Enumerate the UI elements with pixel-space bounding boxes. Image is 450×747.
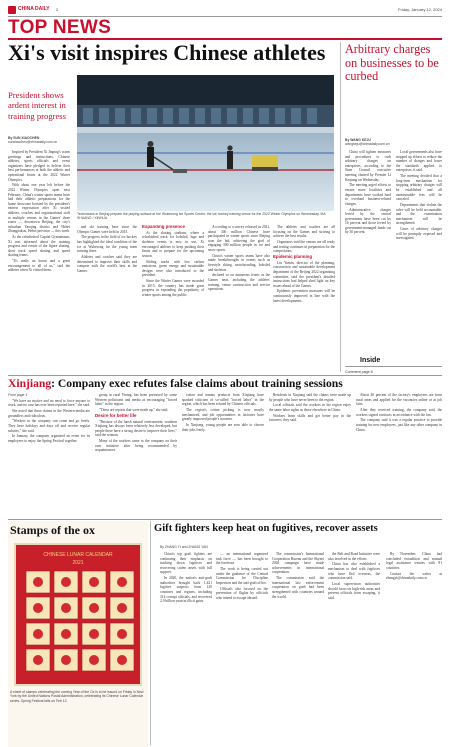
lead-column-4 bbox=[208, 225, 270, 370]
paragraph: The meeting decided that a long-term mechanism for stopping arbitrary charges will be established and all unreasonable fees will be canceled. bbox=[396, 174, 442, 202]
paragraph: The athletes and coaches are all focusing on the Games and striving to achieve the best results. bbox=[273, 225, 335, 239]
lead-column-5 bbox=[273, 225, 335, 370]
paragraph: Local officials said the workers in the region enjoy the same labor rights as those elsewhere in China. bbox=[269, 403, 351, 412]
ox-stamps-illustration bbox=[16, 545, 140, 684]
paragraph: About 40 percent of the factory's employees are from rural areas and applied for the vacancies online or at job fairs. bbox=[356, 393, 442, 407]
graft-headline: Gift fighters keep heat on fugitives, recover assets bbox=[154, 523, 378, 534]
paragraph: China will tighten measures and procedures to curb arbitrary charges on enterprises, according to the State Council executive meeting chaired by Premier Li Keqiang on Wednesday. bbox=[345, 150, 391, 182]
paragraph: Athletes and coaches said they are determined to improve their skills and compete with the world's best at the Games. bbox=[77, 254, 137, 273]
graft-column-1 bbox=[160, 552, 212, 744]
lead-column-3 bbox=[142, 225, 204, 370]
sidebar-column-2 bbox=[396, 150, 442, 350]
paragraph: and ski training base since the Olympic Games were held in 2015. bbox=[77, 225, 137, 234]
issue-date: Friday, January 12, 2024 bbox=[398, 7, 442, 12]
paragraph: Since the Winter Games were awarded in 2015, the country has made great progress in expanding the popularity of winter sports among the public. bbox=[142, 279, 204, 297]
paragraph: "Workers in the company can come and go freely. They have holidays and days off and receive regular salaries," she said. bbox=[8, 419, 90, 433]
paragraph: China's top graft fighters are continuing their emphasis on tracking down fugitives and recovering stolen assets with full support. bbox=[160, 552, 212, 575]
paragraph: Workers learn skills and get better pay in the factories, they said. bbox=[269, 413, 351, 423]
paragraph: Officials also focused on the prevention of flights by officials who intend to escape abroad. bbox=[216, 586, 268, 600]
paragraph: At the skating stadium, where a refurbished track for bobsled, luge and skeleton events is now in use, Xi encouraged athletes to keep pushing their limits and to prepare for the upcoming season. bbox=[142, 230, 204, 258]
xinjiang-top-rule bbox=[8, 375, 442, 376]
paragraph: Local governments also have stepped up efforts to reduce the number of charges and lower the standards applied to enterprises, it said. bbox=[396, 150, 442, 173]
xinjiang-column-3 bbox=[182, 393, 264, 518]
xinjiang-column-1 bbox=[8, 393, 90, 518]
xinjiang-tag: Xinjiang bbox=[8, 377, 52, 390]
paper-name: CHINA DAILY bbox=[18, 6, 50, 12]
xinjiang-column-2 bbox=[95, 393, 177, 518]
paragraph: Residents in Xinjiang said the claims were made up by people who have never been to the region. bbox=[269, 393, 351, 402]
paragraph: By November, China had concluded extradition and mutual legal assistance treaties with 81 countries. bbox=[386, 552, 442, 570]
paragraph: "Because of the harsh natural environment, southern Xinjiang has always been relatively less developed, but people there have a strong desire to improve their lives," said the woman. bbox=[95, 419, 177, 438]
paragraph: In 2020, the nation's anti-graft authorities brought back 1,421 fugitive suspects from 120 countries and regions, including 314 corrupt officials, and recovered 2.9 billion yuan in illicit gains. bbox=[160, 576, 212, 604]
xinjiang-headline bbox=[8, 377, 442, 390]
bottom-section-rule bbox=[8, 519, 442, 520]
lead-headline: Xi's visit inspires Chinese athletes bbox=[8, 40, 326, 65]
sidebar-byline-author: By WANG KEJU bbox=[345, 138, 371, 142]
paper-logo-icon bbox=[8, 6, 16, 14]
paragraph: China has also established a mechanism to deal with fugitives who have fled overseas, the commission said. bbox=[328, 562, 380, 581]
paragraph: The work is being carried out under the guidance of the Central Commission for Discipline Inspection and the anti-graft office. bbox=[216, 566, 268, 585]
section-label: TOP NEWS bbox=[8, 17, 112, 38]
lead-byline-author: By SUN XIAOCHEN bbox=[8, 136, 40, 140]
column-divider bbox=[340, 42, 341, 372]
paragraph: The progress in the field of ice hockey has highlighted the ideal condition of the ice at Wukesong for the young team training there. bbox=[77, 235, 137, 254]
paragraph: The commission said the international law enforcement cooperation on graft had been strengthened with countries around the world. bbox=[272, 576, 324, 599]
page-number: 2 bbox=[56, 6, 59, 12]
paragraph: Inspired by President Xi Jinping's warm greetings and instructions, Chinese athletes, sports officials and event organizers have pledged to deliver their best performances at both the athletic and operational fronts at the 2022 Winter Olympics. bbox=[8, 150, 70, 182]
sidebar-byline-email: wangkeju@chinadaily.com.cn bbox=[345, 142, 390, 147]
graft-byline: By ZHANG YI and ZHANG YAN bbox=[160, 545, 208, 549]
paragraph: After they received training, the company said, the workers signed contracts in accordance with the law. bbox=[356, 407, 442, 417]
paragraph: Local supervision authorities should focus on high-risk areas and prevent officials from escaping, it said. bbox=[328, 581, 380, 600]
inside-label: Inside bbox=[360, 357, 381, 364]
sidebar-column-1 bbox=[345, 150, 391, 350]
paragraph: With about one year left before the 2022 Winter Olympics open next February, China's winter sports teams have had their athletic preparations for the home showcase boosted by the president's earnest expectation after Xi visited athletes, coaches and organizational staff at multiple venues in the Games' three zones — downtown Beijing, the city's suburban Yanqing district and Hebei Zhangjiakou, Hebei province — this week. bbox=[8, 183, 70, 234]
stamp-sheet-image bbox=[14, 543, 142, 686]
paragraph: In Xinjiang, young people are now able to choose their jobs freely. bbox=[182, 422, 264, 432]
bottom-divider bbox=[150, 521, 151, 745]
paragraph: "We have no motive and no need to force anyone to work, and no case has ever been reported here," she said. bbox=[8, 398, 90, 408]
lead-deck: President shows ardent interest in training progress bbox=[8, 90, 66, 121]
paragraph: "It's really an honor and a great encouragement to all of us," said the athletes when Xi visited them. bbox=[8, 259, 70, 273]
lead-byline-email: sunxiaochen@chinadaily.com.cn bbox=[8, 140, 58, 145]
page-header bbox=[8, 4, 442, 17]
stamps-caption: A sheet of stamps celebrating the coming Year of the Ox is to be issued on Friday in New York by the United Nations Postal Administration, celebrating its Chinese Lunar Calendar series. Spring Festival falls on Feb 12. bbox=[10, 690, 144, 703]
paragraph: The company said it was a regular practice to provide training for new employees, just like any other company in China. bbox=[356, 418, 442, 432]
paragraph: Departments that violate the rules will be held accountable, and the examination mechanism will be strengthened. bbox=[396, 202, 442, 226]
subhead-epidemic-planning: Epidemic planning bbox=[273, 253, 313, 259]
lead-photo bbox=[77, 75, 334, 211]
graft-column-5 bbox=[386, 552, 442, 744]
paragraph: cotton and tomato products from Xinjiang have sparked criticism of so-called "forced labor" in the region, which has been refuted by Chinese officials. bbox=[182, 393, 264, 407]
paragraph: She noted that these claims in the Western media are groundless and ridiculous. bbox=[8, 408, 90, 418]
paragraph: According to a survey released in 2021, about 346 million Chinese have participated in winter sports since Beijing won the bid, achieving the goal of engaging 300 million people in ice and snow sports. bbox=[208, 225, 270, 252]
sidebar-byline bbox=[345, 138, 442, 147]
xinjiang-headline-text: : Company exec refutes false claims about training sessions bbox=[51, 377, 343, 390]
xinjiang-column-4 bbox=[269, 393, 351, 518]
paragraph: Administrative charges levied by the central government have been cut by 16 percent and those levied by government-managed funds cut by 30 percent. bbox=[345, 207, 391, 235]
xinjiang-column-5 bbox=[356, 393, 442, 518]
from-page-label: From page 1 bbox=[8, 393, 28, 397]
paragraph: the Belt and Road Initiative were also involved in the efforts. bbox=[328, 552, 380, 561]
lead-column-1 bbox=[8, 150, 70, 370]
paragraph: The commission's International Cooperation Bureau and the Skynet 2020 campaign have made achievements in international cooperation. bbox=[272, 552, 324, 575]
paragraph: Epidemic prevention measures will be continuously improved in line with the latest developments. bbox=[273, 289, 335, 303]
paragraph: The region's cotton picking is now mostly mechanized, and job opportunities in factories have greatly improved people's incomes. bbox=[182, 407, 264, 422]
stamp-sheet-label: CHINESE LUNAR CALENDAR bbox=[43, 552, 113, 558]
paragraph: China's winter sports teams have also made breakthroughs in events such as freestyle skiing, snowboarding, bobsled and skeleton. bbox=[208, 253, 270, 272]
photo-caption: Technicians in Beijing prepare the playing surface at the Wukesong Ice Sports Center, the ice hockey training venue for the 2022 Winter Olympics on Wednesday. MA SHUANG / XINHUA bbox=[77, 212, 326, 221]
graft-column-2 bbox=[216, 552, 268, 744]
paragraph: At the refurbished Capital Gymnasium, Xi was informed about the training progress and events of the figure skating, short track speed skating and speed skating teams. bbox=[8, 235, 70, 258]
paragraph: Many of the workers came to the company on their own initiative after being recommended by acquaintances. bbox=[95, 439, 177, 453]
paragraph: Organizers said the venues are all ready and testing continues in preparation for the competitions. bbox=[273, 239, 335, 254]
graft-column-4 bbox=[328, 552, 380, 744]
inside-rule bbox=[345, 366, 442, 367]
paragraph: Liu Yumin, director of the planning, construction and sustainable development department of the Beijing 2022 organizing committee, said the president's detailed instructions had helped shed light on key issues ahead of the Games. bbox=[273, 260, 335, 288]
paragraph: — an international organized task force — has been brought to the forefront. bbox=[216, 552, 268, 566]
lead-column-2b bbox=[77, 225, 137, 370]
paragraph: declared so on numerous fronts as the Games near, including the athletes' training, venue construction and service operations. bbox=[208, 273, 270, 292]
paragraph: Cases of arbitrary charges will be promptly exposed and investigated. bbox=[396, 227, 442, 241]
sidebar-headline: Arbitrary charges on businesses to be curbed bbox=[345, 42, 439, 84]
paragraph: Sliding tracks with low carbon emissions, green energy and sustainable designs were also introduced to the president. bbox=[142, 259, 204, 278]
paragraph: "These are reports that were made up," she said. bbox=[99, 407, 169, 412]
subhead-expanding-presence: Expanding presence bbox=[142, 225, 185, 229]
stamps-title: Stamps of the ox bbox=[10, 523, 96, 537]
subhead-desire-for-better-life: Desire for better life bbox=[95, 412, 137, 418]
paragraph: group in rural Yining, has been portrayed by some Western politicians and media as encouraging "forced labor" in the region. bbox=[95, 393, 177, 407]
lead-byline bbox=[8, 136, 70, 145]
paragraph: In January, the company organized an event for its employees to enjoy the Spring Festival together. bbox=[8, 434, 90, 443]
stamp-sheet-year: 2021 bbox=[72, 560, 84, 566]
graft-column-3 bbox=[272, 552, 324, 744]
paragraph: The meeting urged efforts to ensure more localities and departments have worked hard to overhaul business-related charges. bbox=[345, 183, 391, 206]
ice-rink-image bbox=[77, 75, 334, 211]
inside-item[interactable]: Comment page 8 bbox=[345, 370, 373, 374]
paragraph: Contact the writer at zhangyi@chinadaily.com.cn bbox=[386, 571, 442, 581]
